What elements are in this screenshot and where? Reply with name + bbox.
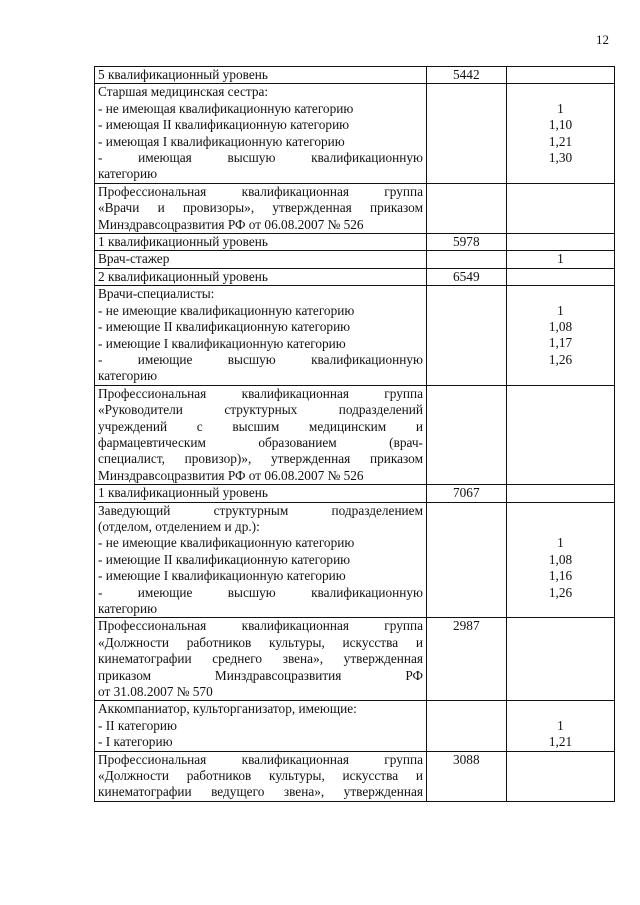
level-label: 5 квалификационный уровень: [98, 67, 268, 82]
coefficient-cell: [507, 751, 615, 801]
salary-cell: [427, 502, 507, 618]
category-item: - II категорию: [98, 717, 177, 733]
coefficient-value: 1: [557, 717, 564, 733]
category-item: - не имеющие квалификационную категорию: [98, 535, 355, 551]
salary-cell: 2987: [427, 618, 507, 701]
description-cell: [95, 701, 427, 751]
table-row: [95, 385, 615, 484]
group-title-line: специалист, провизор)», утвержденная приказом: [98, 451, 423, 467]
category-item: категорию: [98, 368, 157, 384]
coefficient-value: 1,08: [548, 551, 573, 567]
category-item: - имеющая II квалификационную категорию: [98, 117, 350, 133]
group-title-line: Профессиональная квалификационная группа: [98, 618, 423, 634]
category-item: - имеющая высшую квалификационную: [98, 150, 423, 166]
coefficient-value: 1,26: [548, 351, 573, 367]
coefficient-value: 1,16: [548, 568, 573, 584]
group-title-line: фармацевтическим образованием (врач-: [98, 434, 423, 450]
position-title: Аккомпаниатор, культорганизатор, имеющие:: [98, 701, 357, 717]
coefficient-cell: [507, 183, 615, 233]
coefficient-value: 1,17: [548, 335, 573, 351]
salary-cell: 6549: [427, 268, 507, 285]
group-title-line: «Должности работников культуры, искусства и: [98, 768, 423, 784]
salary-cell: [427, 701, 507, 751]
table-row: [95, 485, 615, 502]
description-cell: [95, 751, 427, 801]
salary-cell: 3088: [427, 751, 507, 801]
position-title: Врачи-специалисты:: [98, 286, 215, 302]
description-cell: [95, 502, 427, 618]
coefficient-cell: [507, 268, 615, 285]
salary-cell: 5978: [427, 234, 507, 251]
table-row: [95, 701, 615, 751]
coefficient-value: 1,26: [548, 584, 573, 600]
coefficient-cell: [507, 234, 615, 251]
category-item: - не имеющие квалификационную категорию: [98, 302, 355, 318]
group-title-line: «Врачи и провизоры», утвержденная приказом: [98, 200, 423, 216]
qualification-salary-table: [94, 66, 615, 802]
group-title-line: Профессиональная квалификационная группа: [98, 183, 423, 199]
category-item: - I категорию: [98, 734, 173, 750]
description-cell: [95, 485, 427, 502]
coefficient-value: 1: [557, 100, 564, 116]
group-title-line: кинематографии ведущего звена», утвержденная: [98, 784, 423, 800]
table-row: [95, 751, 615, 801]
category-item: - имеющие II квалификационную категорию: [98, 551, 351, 567]
table-row: [95, 618, 615, 701]
salary-cell: 7067: [427, 485, 507, 502]
description-cell: [95, 84, 427, 183]
level-label: 1 квалификационный уровень: [98, 485, 268, 501]
category-item: - имеющие I квалификационную категорию: [98, 335, 346, 351]
salary-cell: [427, 183, 507, 233]
table-row: [95, 234, 615, 251]
position-title: Старшая медицинская сестра:: [98, 84, 269, 100]
category-item: - имеющая I квалификационную категорию: [98, 133, 345, 149]
category-item: категорию: [98, 601, 157, 616]
table-row: [95, 268, 615, 285]
salary-cell: 5442: [427, 67, 507, 84]
description-cell: [95, 618, 427, 701]
group-title-line: приказом Минздравсоцразвития РФ: [98, 667, 423, 683]
description-cell: [95, 385, 427, 484]
coefficient-value: 1: [557, 302, 564, 318]
category-item: - имеющие высшую квалификационную: [98, 584, 423, 600]
description-cell: [95, 234, 427, 251]
group-title-line: Профессиональная квалификационная группа: [98, 751, 423, 767]
salary-cell: [427, 84, 507, 183]
table-row: [95, 251, 615, 268]
coefficient-cell: [507, 67, 615, 84]
group-title-line: кинематографии среднего звена», утвержденная: [98, 651, 423, 667]
level-label: 2 квалификационный уровень: [98, 268, 268, 284]
coefficient-value: 1,30: [548, 150, 573, 166]
coefficient-value: 1: [557, 251, 564, 267]
position-title: (отделом, отделением и др.):: [98, 518, 260, 534]
coefficient-cell: [507, 385, 615, 484]
category-item: - имеющие II квалификационную категорию: [98, 319, 351, 335]
group-title-line: Минздравсоцразвития РФ от 06.08.2007 № 526: [98, 216, 364, 232]
salary-cell: [427, 385, 507, 484]
coefficient-value: 1,21: [548, 133, 573, 149]
coefficient-cell: [507, 502, 615, 618]
table-row: [95, 84, 615, 183]
coefficient-cell: [507, 701, 615, 751]
group-title-line: учреждений с высшим медицинским и: [98, 418, 423, 434]
salary-cell: [427, 251, 507, 268]
table-row: [95, 286, 615, 385]
position-title: Заведующий структурным подразделением: [98, 502, 423, 518]
coefficient-value: 1,08: [548, 319, 573, 335]
category-item: - имеющие высшую квалификационную: [98, 351, 423, 367]
group-title-line: «Должности работников культуры, искусства и: [98, 634, 423, 650]
description-cell: [95, 251, 427, 268]
description-cell: [95, 268, 427, 285]
group-title-line: «Руководители структурных подразделений: [98, 402, 423, 418]
table-row: [95, 67, 615, 84]
coefficient-cell: [507, 286, 615, 385]
coefficient-cell: [507, 618, 615, 701]
description-cell: [95, 183, 427, 233]
salary-cell: [427, 286, 507, 385]
description-cell: [95, 286, 427, 385]
category-item: категорию: [98, 166, 157, 182]
page-number: 12: [596, 32, 609, 47]
category-item: - не имеющая квалификационную категорию: [98, 100, 354, 116]
group-title-line: от 31.08.2007 № 570: [98, 684, 213, 700]
group-title-line: Минздравсоцразвития РФ от 06.08.2007 № 526: [98, 467, 364, 483]
coefficient-cell: [507, 485, 615, 502]
coefficient-value: 1: [557, 535, 564, 551]
coefficient-cell: [507, 251, 615, 268]
level-label: 1 квалификационный уровень: [98, 234, 268, 250]
position-title: Врач-стажер: [98, 251, 170, 267]
coefficient-value: 1,21: [548, 734, 573, 750]
description-cell: [95, 67, 427, 84]
table-row: [95, 502, 615, 618]
coefficient-value: 1,10: [548, 117, 573, 133]
group-title-line: Профессиональная квалификационная группа: [98, 385, 423, 401]
category-item: - имеющие I квалификационную категорию: [98, 568, 346, 584]
table-row: [95, 183, 615, 233]
coefficient-cell: [507, 84, 615, 183]
